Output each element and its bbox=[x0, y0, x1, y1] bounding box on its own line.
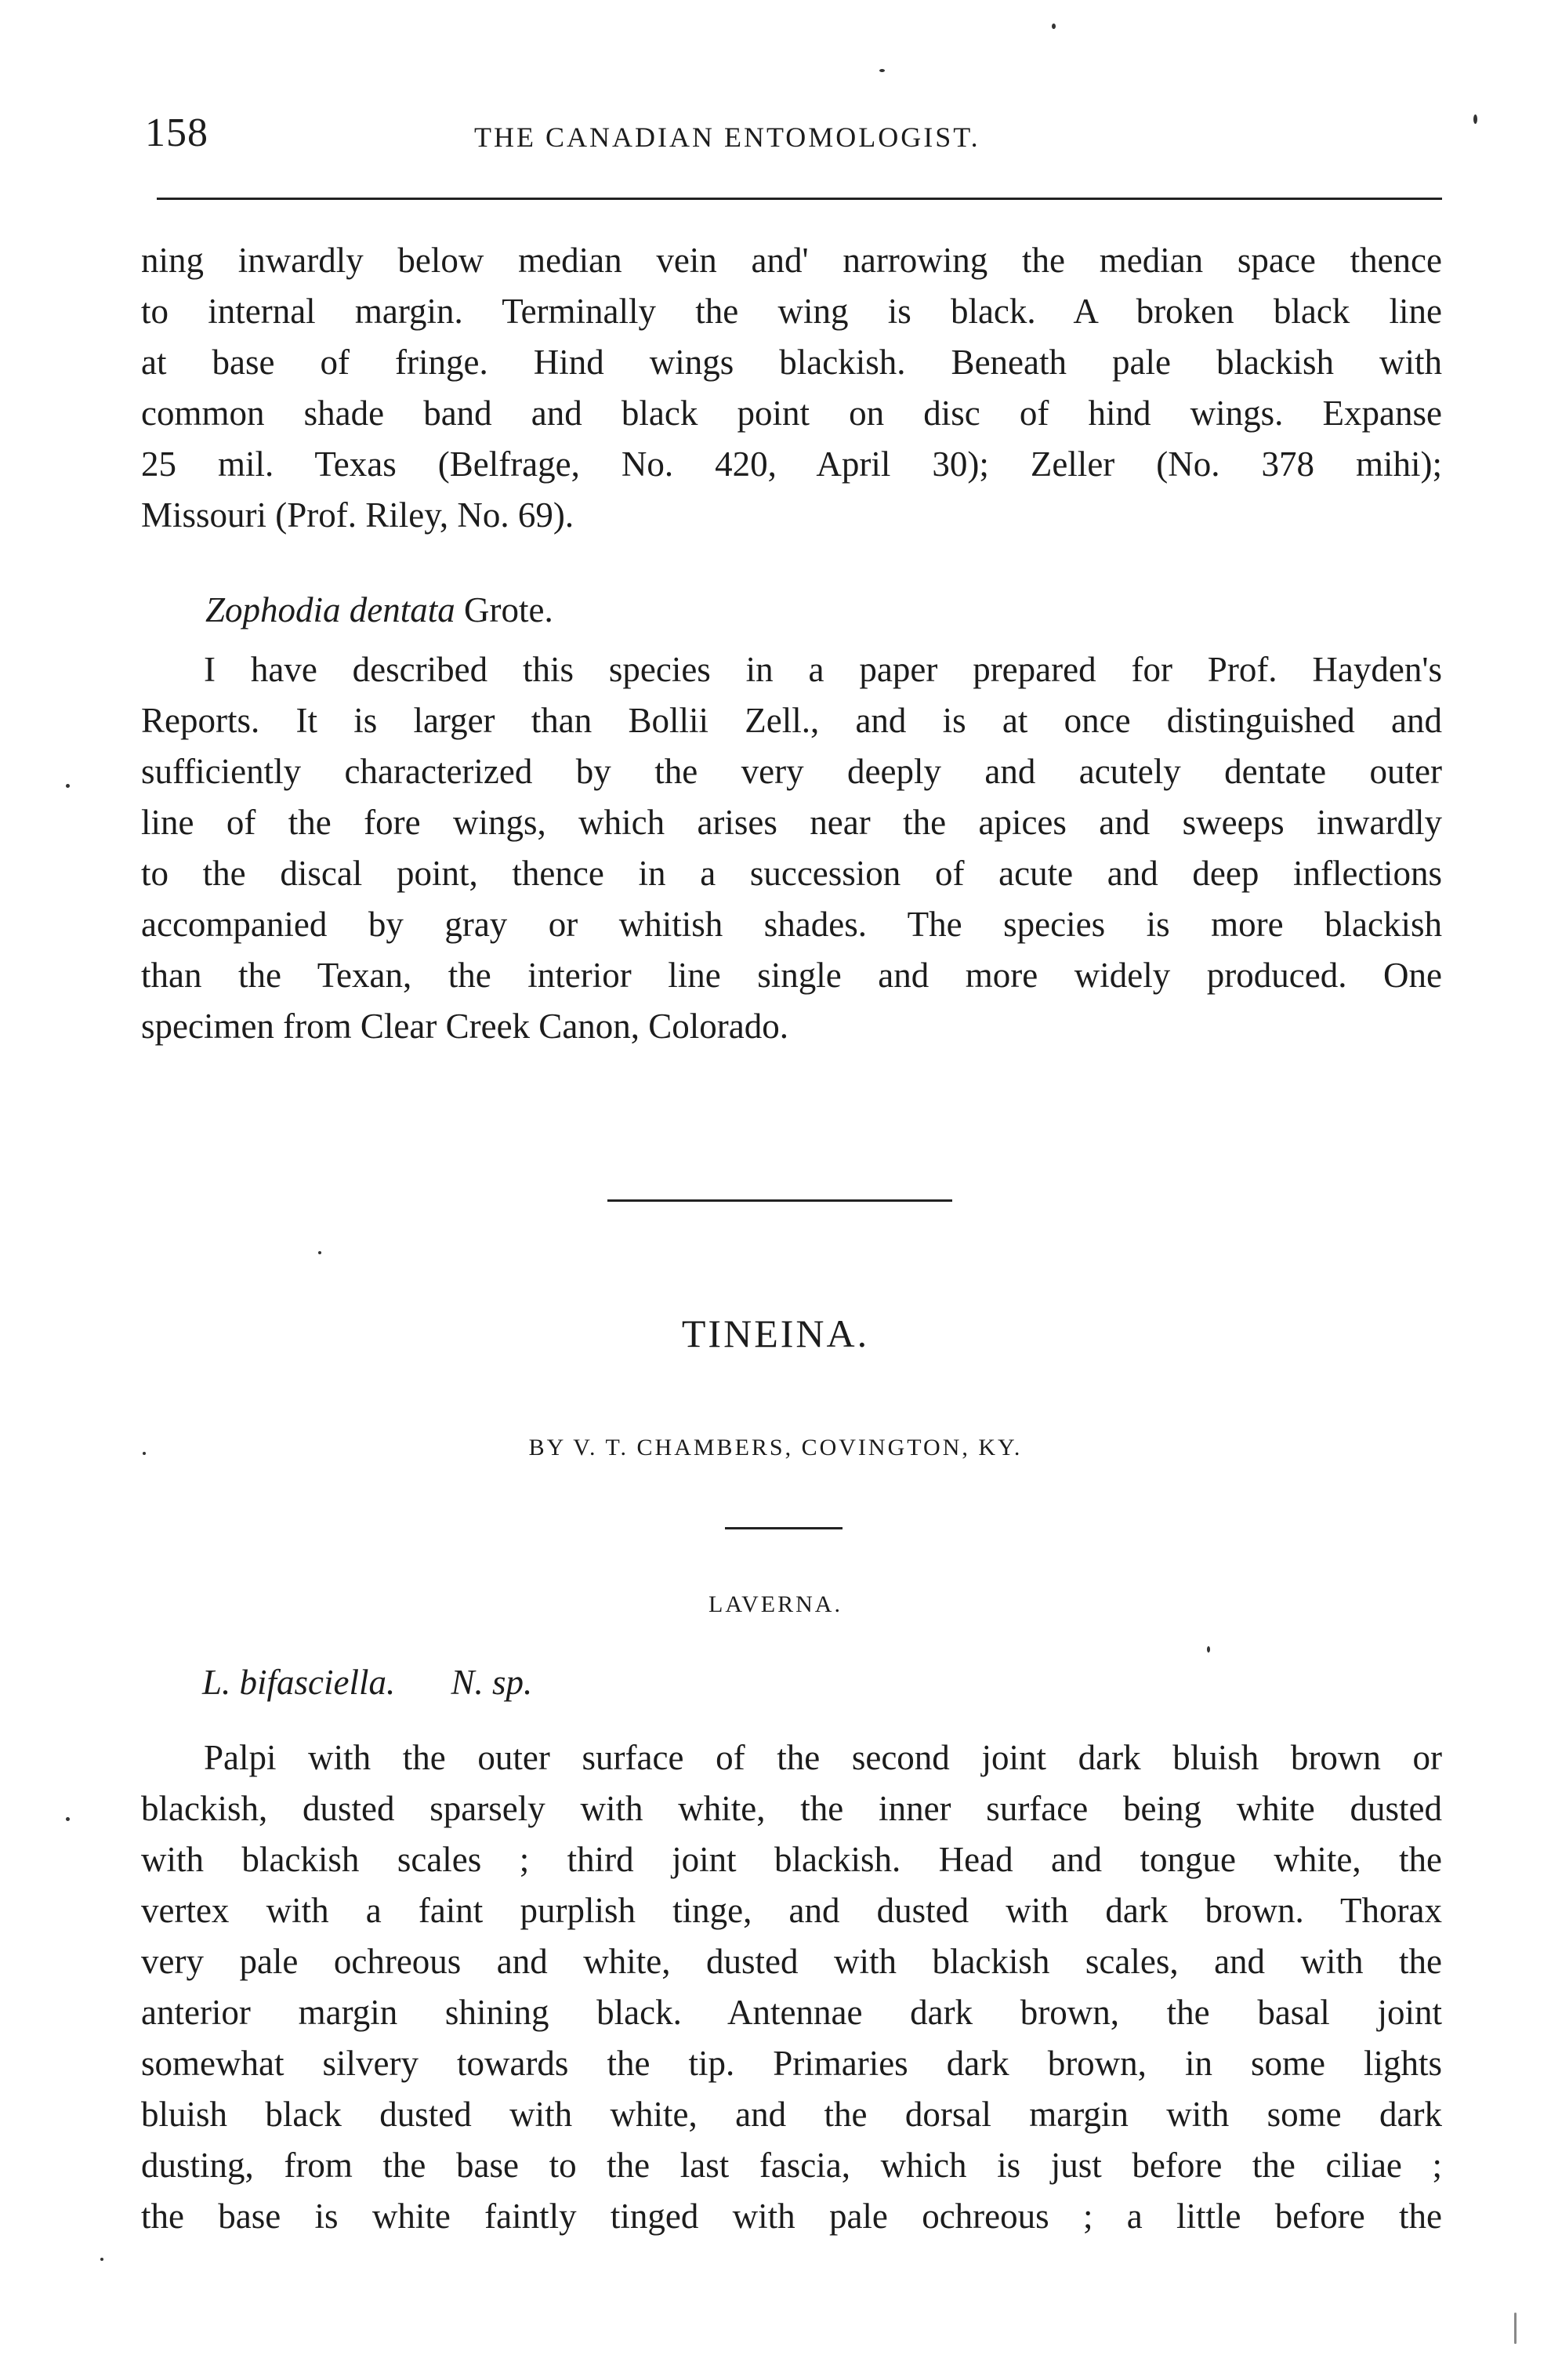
paragraph-line: bluish black dusted with white, and the dorsal margin with some dark bbox=[141, 2095, 1442, 2134]
paragraph-line: to the discal point, thence in a succession of acute and deep inflections bbox=[141, 854, 1442, 893]
paragraph-line: at base of fringe. Hind wings blackish. Beneath pale blackish with bbox=[141, 343, 1442, 382]
paragraph-line: sufficiently characterized by the very deeply and acutely dentate outer bbox=[141, 752, 1442, 791]
paragraph-line: accompanied by gray or whitish shades. The species is more blackish bbox=[141, 905, 1442, 944]
scan-speck bbox=[1207, 1646, 1210, 1653]
paragraph-line: 25 mil. Texas (Belfrage, No. 420, April 30); Zeller (No. 378 mihi); bbox=[141, 444, 1442, 484]
scan-speck bbox=[1514, 2313, 1517, 2344]
genus-title: LAVERNA. bbox=[708, 1591, 843, 1617]
scan-speck bbox=[143, 1452, 146, 1455]
paragraph-line: Reports. It is larger than Bollii Zell., and is at once distinguished and bbox=[141, 701, 1442, 740]
scan-speck bbox=[1052, 24, 1056, 29]
paragraph-line: blackish, dusted sparsely with white, the inner surface being white dusted bbox=[141, 1789, 1442, 1828]
paragraph-line: very pale ochreous and white, dusted with blackish scales, and with the bbox=[141, 1942, 1442, 1981]
paragraph-continued bbox=[141, 235, 1442, 541]
paragraph-line: Missouri (Prof. Riley, No. 69). bbox=[141, 495, 574, 535]
header-rule bbox=[157, 198, 1442, 200]
scan-speck bbox=[100, 2258, 103, 2261]
paragraph-line: Palpi with the outer surface of the second joint dark bluish brown or bbox=[204, 1738, 1442, 1777]
paragraph-line: I have described this species in a paper prepared for Prof. Hayden's bbox=[204, 650, 1442, 689]
paragraph-laverna bbox=[141, 1732, 1442, 2242]
paragraph-line: anterior margin shining black. Antennae dark brown, the basal joint bbox=[141, 1993, 1442, 2032]
byline: BY V. T. CHAMBERS, COVINGTON, KY. bbox=[528, 1435, 1023, 1460]
paragraph-line: ning inwardly below median vein and' narrowing the median space thence bbox=[141, 241, 1442, 280]
species-status: N. sp. bbox=[451, 1663, 533, 1702]
scan-speck bbox=[318, 1251, 321, 1254]
paragraph-line: than the Texan, the interior line single and more widely produced. One bbox=[141, 956, 1442, 995]
species-name: Zophodia dentata bbox=[205, 590, 455, 629]
scan-speck bbox=[1473, 114, 1477, 124]
page-number: 158 bbox=[145, 111, 208, 155]
byline-divider bbox=[725, 1527, 843, 1529]
running-head: THE CANADIAN ENTOMOLOGIST. bbox=[474, 122, 980, 153]
species-heading-laverna bbox=[202, 1662, 579, 1703]
paragraph-line: common shade band and black point on disc of hind wings. Expanse bbox=[141, 394, 1442, 433]
species-author: Grote. bbox=[464, 590, 553, 629]
species-name: L. bifasciella. bbox=[202, 1663, 396, 1702]
scan-speck bbox=[66, 784, 70, 788]
page-header bbox=[145, 110, 1446, 172]
paragraph-line: the base is white faintly tinged with pale ochreous ; a little before the bbox=[141, 2197, 1442, 2236]
paragraph-zophodia bbox=[141, 644, 1442, 1052]
paragraph-line: dusting, from the base to the last fascia, which is just before the ciliae ; bbox=[141, 2146, 1442, 2185]
species-heading-zophodia bbox=[205, 590, 553, 630]
section-divider bbox=[607, 1199, 952, 1202]
paragraph-line: vertex with a faint purplish tinge, and dusted with dark brown. Thorax bbox=[141, 1891, 1442, 1930]
scan-speck bbox=[879, 69, 885, 72]
paragraph-line: to internal margin. Terminally the wing is black. A broken black line bbox=[141, 292, 1442, 331]
paragraph-line: somewhat silvery towards the tip. Primaries dark brown, in some lights bbox=[141, 2044, 1442, 2083]
paragraph-line: with blackish scales ; third joint blackish. Head and tongue white, the bbox=[141, 1840, 1442, 1879]
scan-speck bbox=[66, 1817, 70, 1821]
paragraph-line: specimen from Clear Creek Canon, Colorado. bbox=[141, 1007, 789, 1046]
paragraph-line: line of the fore wings, which arises near the apices and sweeps inwardly bbox=[141, 803, 1442, 842]
section-title: TINEINA. bbox=[681, 1312, 870, 1355]
